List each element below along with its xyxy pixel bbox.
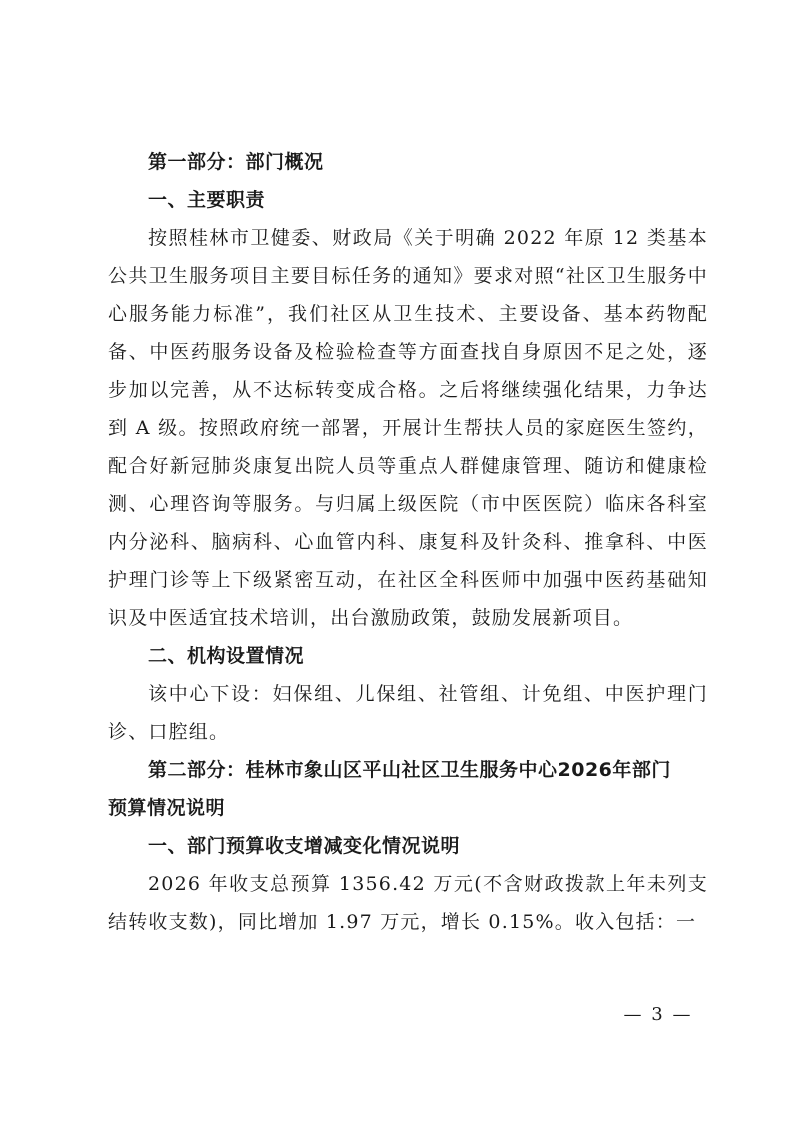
section-2-title	[108, 751, 708, 827]
section-1-sub-1-title: 一、主要职责	[148, 189, 266, 211]
document-body	[108, 143, 708, 941]
section-1-sub-1-body: 按照桂林市卫健委、财政局《关于明确 2022 年原 12 类基本公共卫生服务项目主要目标任务的通知》要求对照“社区卫生服务中心服务能力标准”，我们社区从卫生技术、主要设备、基本药物配备、中医药服务设备及检验检查等方面查找自身原因不足之处，逐步加以完善，从不达标转变成合格。之后将继续强化结果，力争达到 A 级。按照政府统一部署，开展计生帮扶人员的家庭医生签约，配合好新冠肺炎康复出院人员等重点人群健康管理、随访和健康检测、心理咨询等服务。与归属上级医院（市中医医院）临床各科室内分泌科、脑病科、心血管内科、康复科及针灸科、推拿科、中医护理门诊等上下级紧密互动，在社区全科医师中加强中医药基础知识及中医适宜技术培训，出台激励政策，鼓励发展新项目。	[108, 227, 708, 629]
section-2-sub-1-body: 2026 年收支总预算 1356.42 万元(不含财政拨款上年未列支结转收支数)，同比增加 1.97 万元，增长 0.15%。收入包括：一	[108, 873, 708, 933]
section-1-sub-2-title: 二、机构设置情况	[148, 645, 305, 667]
section-1-title: 第一部分：部门概况	[148, 151, 324, 173]
page-number: — 3 —	[623, 1004, 693, 1025]
section-2-title-line-1: 第二部分：桂林市象山区平山社区卫生服务中心2026年部门	[148, 759, 671, 781]
section-1-sub-2-body: 该中心下设：妇保组、儿保组、社管组、计免组、中医护理门诊、口腔组。	[108, 683, 708, 743]
section-2-sub-1-title: 一、部门预算收支增减变化情况说明	[148, 835, 461, 857]
section-2-title-line-2: 预算情况说明	[108, 797, 226, 819]
